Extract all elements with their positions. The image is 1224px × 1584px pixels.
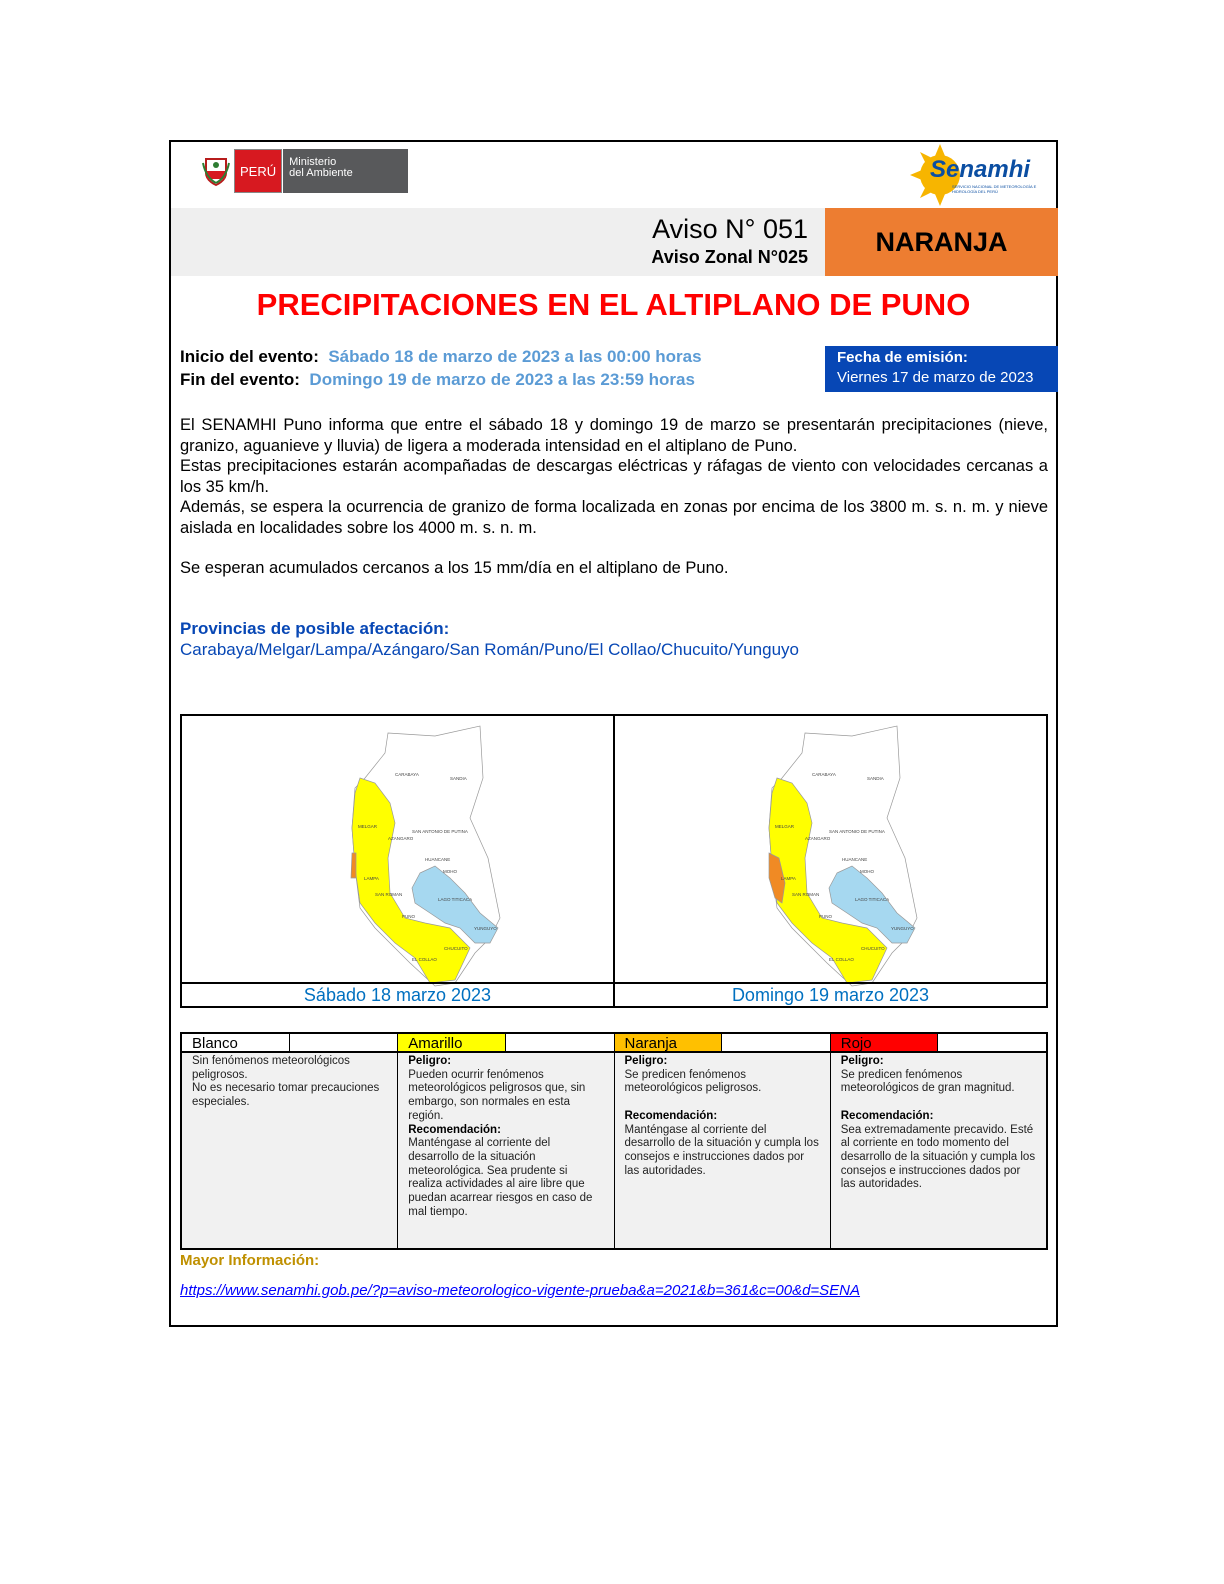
legend-text: Sin fenómenos meteorológicos peligrosos. No es necesario tomar precauciones especiales. (192, 1055, 380, 1109)
peligro-text: Pueden ocurrir fenómenos meteorológicos peligrosos que, sin embargo, son normales en esta región. (408, 1068, 586, 1122)
event-start-label: Inicio del evento: (180, 347, 319, 366)
map-label-yunguyo: YUNGUYO (891, 926, 914, 931)
legend-swatch: Amarillo (398, 1034, 506, 1051)
senamhi-wordmark: Senamhi (930, 156, 1031, 183)
map-label-azangaro: AZANGARO (388, 836, 414, 841)
aviso-number: Aviso N° 051 (652, 214, 808, 244)
emission-label: Fecha de emisión: (837, 349, 968, 366)
senamhi-logo (910, 144, 1050, 206)
recomendacion-text: Sea extremadamente precavido. Esté al corriente en todo momento del desarrollo de la situación y cumpla los consejos e instrucciones dados por las autoridades. (840, 1123, 1036, 1191)
event-end-label: Fin del evento: (180, 370, 300, 389)
ministry-line2: del Ambiente (289, 167, 353, 179)
event-start (180, 347, 702, 367)
peru-label: PERÚ (234, 149, 282, 193)
map-label-azangaro: AZANGARO (805, 836, 831, 841)
legend-amarillo (398, 1034, 614, 1248)
body-paragraph: Estas precipitaciones estarán acompañadas de descargas eléctricas y ráfagas de viento con velocidades cercanas a los 35 km/h. (180, 457, 1048, 496)
orange-alert-area (351, 853, 356, 878)
map-label-chucuito: CHUCUITO (861, 946, 885, 951)
event-start-value: Sábado 18 de marzo de 2023 a las 00:00 horas (328, 347, 702, 366)
recomendacion-text: Manténgase al corriente del desarrollo de la situación y cumpla los consejos e instrucciones dados por las autoridades. (624, 1123, 819, 1177)
legend-rojo (831, 1034, 1046, 1248)
emission-date-box (825, 346, 1058, 392)
ministry-label (282, 149, 408, 193)
event-end-value: Domingo 19 de marzo de 2023 a las 23:59 horas (309, 370, 695, 389)
alert-level-badge: NARANJA (825, 208, 1058, 276)
map-label-carabaya: CARABAYA (395, 772, 419, 777)
maps-panel (180, 714, 1048, 1008)
aviso-zonal: Aviso Zonal N°025 (651, 247, 808, 267)
map-label-collao: EL COLLAO (412, 957, 437, 962)
provinces-heading: Provincias de posible afectación: (180, 619, 450, 638)
map-label-huancane: HUANCANE (425, 857, 451, 862)
peligro-label: Peligro: (840, 1055, 884, 1067)
map-day1 (182, 716, 615, 1006)
peligro-text: Se predicen fenómenos meteorológicos de gran magnitud. (840, 1068, 1015, 1095)
map-label-huancane: HUANCANE (842, 857, 868, 862)
legend-swatch: Blanco (182, 1034, 290, 1051)
legend-swatch: Rojo (831, 1034, 939, 1051)
map-label-putina: SAN ANTONIO DE PUTINA (412, 829, 468, 834)
map-label-lampa: LAMPA (781, 876, 796, 881)
map-label-sandia: SANDIA (450, 776, 467, 781)
map-day2 (615, 716, 1046, 1006)
recomendacion-label: Recomendación: (408, 1123, 501, 1136)
emission-value: Viernes 17 de marzo de 2023 (837, 369, 1034, 386)
peru-coat-of-arms-icon (198, 149, 234, 193)
map-label-collao: EL COLLAO (829, 957, 854, 962)
warning-body (180, 415, 1048, 579)
peligro-label: Peligro: (408, 1055, 452, 1067)
ministry-logo (198, 149, 408, 193)
warning-document (169, 140, 1058, 1327)
recomendacion-label: Recomendación: (840, 1109, 934, 1122)
page-title: PRECIPITACIONES EN EL ALTIPLANO DE PUNO (256, 287, 971, 322)
body-paragraph: Se esperan acumulados cercanos a los 15 mm/día en el altiplano de Puno. (180, 559, 729, 577)
event-end (180, 370, 695, 390)
alert-level-legend (180, 1032, 1048, 1250)
map-label-carabaya: CARABAYA (812, 772, 836, 777)
map-label-lago: LAGO TITICACA (855, 897, 890, 902)
ministry-line1: Ministerio (289, 156, 337, 168)
map-label-moho: MOHO (443, 869, 457, 874)
senamhi-subtitle: SERVICIO NACIONAL DE METEOROLOGÍA E HIDROLOGÍA DEL PERÚ (952, 184, 1037, 194)
map-label-melgar: MELGAR (775, 824, 795, 829)
body-paragraph: Además, se espera la ocurrencia de granizo de forma localizada en zonas por encima de los 3800 m. s. n. m. y nieve aislada en localidades sobre los 4000 m. s. n. m. (180, 498, 1048, 537)
peligro-label: Peligro: (624, 1055, 668, 1067)
map-label-sanroman: SAN ROMAN (792, 892, 820, 897)
recomendacion-text: Manténgase al corriente del desarrollo de la situación meteorológica. Sea prudente si realiza actividades al aire libre que puedan acarrear riesgos en caso de mal tiempo. (408, 1137, 593, 1218)
body-paragraph: El SENAMHI Puno informa que entre el sábado 18 y domingo 19 de marzo se presentarán precipitaciones (nieve, granizo, aguanieve y lluvia) de ligera a moderada intensidad en el altiplano de Puno. (180, 416, 1048, 455)
map-label-puno: PUNO (402, 914, 416, 919)
more-info-link[interactable]: https://www.senamhi.gob.pe/?p=aviso-meteorologico-vigente-prueba&a=2021&b=361&c=00&d=SENA (180, 1282, 861, 1299)
map-label-lampa: LAMPA (364, 876, 379, 881)
peligro-text: Se predicen fenómenos meteorológicos peligrosos. (624, 1068, 762, 1095)
map-label-puno: PUNO (819, 914, 833, 919)
legend-blanco (182, 1034, 398, 1248)
map-label-moho: MOHO (860, 869, 874, 874)
recomendacion-label: Recomendación: (624, 1109, 718, 1122)
puno-map-day1 (340, 718, 530, 988)
map-label-yunguyo: YUNGUYO (474, 926, 497, 931)
map-label-chucuito: CHUCUITO (444, 946, 468, 951)
map-caption: Sábado 18 marzo 2023 (182, 982, 613, 1006)
legend-naranja (615, 1034, 831, 1248)
puno-map-day2 (757, 718, 947, 988)
map-label-lago: LAGO TITICACA (438, 897, 473, 902)
map-label-sandia: SANDIA (867, 776, 884, 781)
legend-swatch: Naranja (615, 1034, 723, 1051)
map-label-putina: SAN ANTONIO DE PUTINA (829, 829, 885, 834)
map-label-melgar: MELGAR (358, 824, 378, 829)
more-info-label: Mayor Información: (180, 1252, 320, 1269)
map-caption: Domingo 19 marzo 2023 (615, 982, 1046, 1006)
provinces-list: Carabaya/Melgar/Lampa/Azángaro/San Román/Puno/El Collao/Chucuito/Yunguyo (180, 640, 799, 659)
map-label-sanroman: SAN ROMAN (375, 892, 403, 897)
